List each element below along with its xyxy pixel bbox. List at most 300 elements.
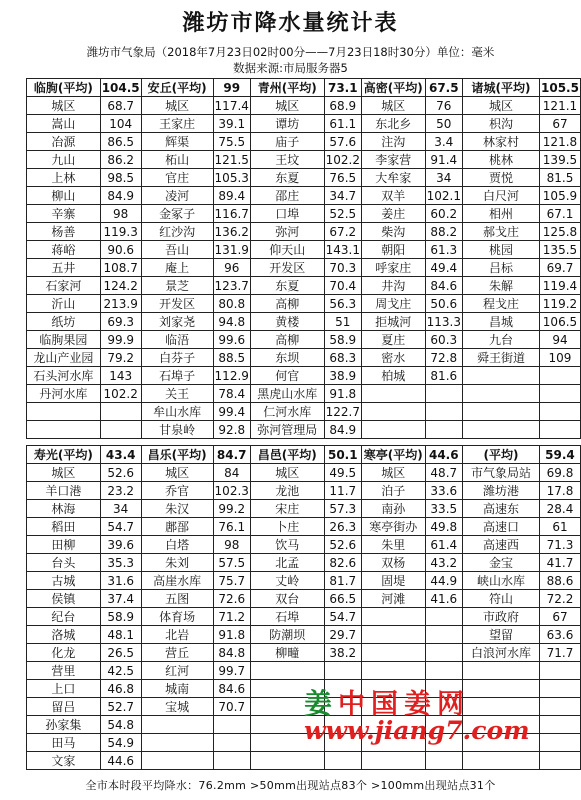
station-name — [250, 680, 324, 698]
station-name — [141, 716, 213, 734]
station-name: 柴沟 — [361, 223, 425, 241]
rainfall-value: 61.4 — [425, 536, 462, 554]
rainfall-value: 121.1 — [539, 97, 580, 115]
rainfall-value: 43.2 — [425, 554, 462, 572]
rainfall-value: 125.8 — [539, 223, 580, 241]
rainfall-value: 49.5 — [324, 464, 361, 482]
station-name: 甘泉岭 — [141, 421, 213, 439]
table-row — [27, 295, 581, 313]
station-name: 田马 — [27, 734, 101, 752]
station-name: 相州 — [462, 205, 539, 223]
rainfall-value: 76.1 — [213, 518, 250, 536]
rainfall-value: 52.6 — [324, 536, 361, 554]
rainfall-value: 78.4 — [213, 385, 250, 403]
rainfall-value: 39.6 — [100, 536, 141, 554]
rainfall-value: 106.5 — [539, 313, 580, 331]
table-row — [27, 734, 581, 752]
station-name: 孙家集 — [27, 716, 101, 734]
rainfall-value: 116.7 — [214, 206, 249, 221]
district-average-label: 昌乐(平均) — [141, 446, 213, 464]
rainfall-value: 69.3 — [100, 313, 141, 331]
rainfall-value: 46.8 — [100, 680, 141, 698]
rainfall-value — [425, 716, 462, 734]
station-name — [141, 734, 213, 752]
district-average-value: 105.5 — [541, 80, 579, 95]
station-name: 东坝 — [250, 349, 324, 367]
rainfall-value: 34.7 — [324, 187, 361, 205]
rainfall-value: 102.2 — [325, 152, 360, 167]
rainfall-table — [26, 78, 581, 770]
rainfall-value: 108.7 — [100, 259, 141, 277]
section-gap — [27, 439, 581, 446]
rainfall-value: 26.5 — [100, 644, 141, 662]
rainfall-value — [539, 403, 580, 421]
rainfall-value: 75.5 — [213, 133, 250, 151]
rainfall-value: 90.6 — [100, 241, 141, 259]
table-row — [27, 277, 581, 295]
district-average-value: 59.4 — [539, 446, 580, 464]
table-row — [27, 169, 581, 187]
station-name: 白芬子 — [141, 349, 213, 367]
rainfall-value: 99.4 — [213, 403, 250, 421]
station-name: 纪台 — [27, 608, 101, 626]
station-name: 吕标 — [462, 259, 539, 277]
station-name: 南孙 — [361, 500, 425, 518]
station-name: 郝戈庄 — [462, 223, 539, 241]
station-name: 谭坊 — [250, 115, 324, 133]
rainfall-value: 67 — [539, 608, 580, 626]
rainfall-value: 41.6 — [425, 590, 462, 608]
station-name: 台头 — [27, 554, 101, 572]
table-row — [27, 421, 581, 439]
station-name: 桃园 — [462, 241, 539, 259]
station-name: 柳疃 — [250, 644, 324, 662]
rainfall-value: 57.5 — [213, 554, 250, 572]
station-name: 河滩 — [361, 590, 425, 608]
rainfall-value: 17.8 — [539, 482, 580, 500]
station-name: 城区 — [462, 97, 539, 115]
ginger-logo-icon: 姜 — [304, 687, 333, 720]
rainfall-value — [539, 385, 580, 403]
rainfall-value: 33.6 — [425, 482, 462, 500]
table-row — [27, 554, 581, 572]
station-name — [361, 680, 425, 698]
station-name: 牟山水库 — [141, 403, 213, 421]
station-name: 弥河管理局 — [250, 421, 324, 439]
station-name: 白浪河水库 — [462, 644, 539, 662]
rainfall-value — [213, 734, 250, 752]
station-name: 纸坊 — [27, 313, 101, 331]
station-name: 冶源 — [27, 133, 101, 151]
rainfall-value: 79.2 — [100, 349, 141, 367]
table-row — [27, 349, 581, 367]
station-name: 金宝 — [462, 554, 539, 572]
station-name — [361, 734, 425, 752]
rainfall-value: 119.3 — [100, 223, 141, 241]
station-name: 石埠子 — [141, 367, 213, 385]
table-row — [27, 716, 581, 734]
rainfall-value: 66.5 — [324, 590, 361, 608]
station-name: 双羊 — [361, 187, 425, 205]
station-name: 鄌郚 — [141, 518, 213, 536]
rainfall-value: 54.8 — [100, 716, 141, 734]
station-name: 双杨 — [361, 554, 425, 572]
station-name — [250, 716, 324, 734]
station-name — [361, 716, 425, 734]
rainfall-value: 42.5 — [100, 662, 141, 680]
district-average-value: 44.6 — [425, 446, 462, 464]
station-name: 稻田 — [27, 518, 101, 536]
district-average-value: 104.5 — [101, 80, 140, 95]
station-name — [361, 385, 425, 403]
station-name: 高速西 — [462, 536, 539, 554]
station-name: 东北乡 — [361, 115, 425, 133]
station-name — [462, 734, 539, 752]
station-name: 官庄 — [141, 169, 213, 187]
district-average-value: 73.1 — [324, 79, 361, 97]
rainfall-value: 96 — [213, 259, 250, 277]
rainfall-value — [324, 662, 361, 680]
rainfall-value: 117.4 — [214, 98, 249, 113]
station-name: 寒亭街办 — [361, 518, 425, 536]
station-name: 金冢子 — [141, 205, 213, 223]
rainfall-value: 50.6 — [425, 295, 462, 313]
rainfall-value: 121.5 — [214, 152, 249, 167]
rainfall-value: 54.9 — [100, 734, 141, 752]
table-row — [27, 151, 581, 169]
station-name — [361, 403, 425, 421]
station-name — [250, 734, 324, 752]
station-name: 望留 — [462, 626, 539, 644]
rainfall-value: 37.4 — [100, 590, 141, 608]
rainfall-value: 33.5 — [425, 500, 462, 518]
district-average-label: 青州(平均) — [250, 79, 324, 97]
rainfall-value: 113.3 — [426, 314, 461, 329]
station-name: 姜庄 — [361, 205, 425, 223]
rainfall-value: 69.7 — [539, 259, 580, 277]
rainfall-value: 60.2 — [425, 205, 462, 223]
rainfall-value: 52.6 — [100, 464, 141, 482]
district-average-label: 寒亭(平均) — [361, 446, 425, 464]
station-name — [462, 680, 539, 698]
rainfall-value: 61 — [539, 518, 580, 536]
station-name: 景芝 — [141, 277, 213, 295]
district-average-label: 安丘(平均) — [141, 79, 213, 97]
rainfall-value: 52.5 — [324, 205, 361, 223]
station-name: 林家村 — [462, 133, 539, 151]
rainfall-value: 35.3 — [100, 554, 141, 572]
station-name — [27, 421, 101, 439]
station-name: 龙山产业园 — [27, 349, 101, 367]
rainfall-value: 81.6 — [425, 367, 462, 385]
rainfall-value: 102.2 — [100, 385, 141, 403]
rainfall-value — [539, 367, 580, 385]
rainfall-value: 92.8 — [213, 421, 250, 439]
station-name: 关王 — [141, 385, 213, 403]
rainfall-value: 119.4 — [539, 277, 580, 295]
rainfall-value: 61.1 — [324, 115, 361, 133]
station-name: 侯镇 — [27, 590, 101, 608]
table-row — [27, 608, 581, 626]
rainfall-value: 98 — [100, 205, 141, 223]
station-name: 杨善 — [27, 223, 101, 241]
table-row — [27, 752, 581, 770]
rainfall-value — [539, 734, 580, 752]
rainfall-value: 67 — [539, 115, 580, 133]
rainfall-value: 105.9 — [539, 187, 580, 205]
rainfall-value: 98 — [213, 536, 250, 554]
rainfall-value: 213.9 — [100, 295, 141, 313]
rainfall-value: 89.4 — [213, 187, 250, 205]
station-name: 朱汉 — [141, 500, 213, 518]
station-name: 李家营 — [361, 151, 425, 169]
station-name: 庵上 — [141, 259, 213, 277]
rainfall-value: 86.2 — [100, 151, 141, 169]
table-row — [27, 241, 581, 259]
station-name: 临浯 — [141, 331, 213, 349]
rainfall-value — [425, 698, 462, 716]
station-name: 仰天山 — [250, 241, 324, 259]
station-name — [462, 752, 539, 770]
rainfall-value: 70.4 — [324, 277, 361, 295]
station-name: 辛寨 — [27, 205, 101, 223]
rainfall-value: 76.5 — [324, 169, 361, 187]
rainfall-value: 34 — [100, 500, 141, 518]
station-name: 古城 — [27, 572, 101, 590]
station-name: 高速口 — [462, 518, 539, 536]
rainfall-value: 44.9 — [425, 572, 462, 590]
station-name: 宝城 — [141, 698, 213, 716]
rainfall-value: 81.7 — [324, 572, 361, 590]
station-name: 朱解 — [462, 277, 539, 295]
table-row — [27, 500, 581, 518]
station-name — [462, 698, 539, 716]
rainfall-value — [539, 698, 580, 716]
rainfall-value: 102.1 — [426, 188, 461, 203]
rainfall-value: 112.9 — [214, 368, 249, 383]
station-name: 沂山 — [27, 295, 101, 313]
rainfall-value: 31.6 — [100, 572, 141, 590]
station-name: 东夏 — [250, 169, 324, 187]
table-row — [27, 313, 581, 331]
station-name: 柳山 — [27, 187, 101, 205]
rainfall-value — [425, 644, 462, 662]
rainfall-value — [324, 734, 361, 752]
district-average-value: 67.5 — [425, 79, 462, 97]
report-subtitle: 潍坊市气象局（2018年7月23日02时00分——7月23日18时30分）单位：毫米 — [86, 45, 495, 59]
station-name: 九山 — [27, 151, 101, 169]
rainfall-value: 39.1 — [213, 115, 250, 133]
station-name: 呼家庄 — [361, 259, 425, 277]
rainfall-value: 131.9 — [214, 242, 249, 257]
station-name: 辉渠 — [141, 133, 213, 151]
rainfall-value: 68.3 — [324, 349, 361, 367]
rainfall-value: 54.7 — [100, 518, 141, 536]
rainfall-value: 88.6 — [539, 572, 580, 590]
rainfall-value: 68.7 — [100, 97, 141, 115]
station-name: 拒城河 — [361, 313, 425, 331]
station-name: 黄楼 — [250, 313, 324, 331]
station-name — [361, 644, 425, 662]
station-name: 营丘 — [141, 644, 213, 662]
station-name: 蒋峪 — [27, 241, 101, 259]
rainfall-value — [324, 752, 361, 770]
table-row — [27, 536, 581, 554]
station-name — [27, 403, 101, 421]
station-name: 龙池 — [250, 482, 324, 500]
station-name: 林海 — [27, 500, 101, 518]
station-name: 城区 — [27, 97, 101, 115]
table-row — [27, 572, 581, 590]
station-name: 桃林 — [462, 151, 539, 169]
station-name: 城区 — [141, 464, 213, 482]
rainfall-value: 58.9 — [324, 331, 361, 349]
table-row — [27, 662, 581, 680]
rainfall-value: 69.8 — [539, 464, 580, 482]
station-name: 石家河 — [27, 277, 101, 295]
rainfall-value — [425, 608, 462, 626]
rainfall-value: 76 — [425, 97, 462, 115]
rainfall-value — [425, 662, 462, 680]
rainfall-value — [425, 421, 462, 439]
station-name: 上林 — [27, 169, 101, 187]
station-name: 城区 — [250, 464, 324, 482]
rainfall-value: 124.2 — [100, 277, 141, 295]
rainfall-value: 26.3 — [324, 518, 361, 536]
rainfall-value: 52.7 — [100, 698, 141, 716]
rainfall-value: 49.4 — [425, 259, 462, 277]
rainfall-value: 84.6 — [425, 277, 462, 295]
station-name: 卜庄 — [250, 518, 324, 536]
station-name: 丈岭 — [250, 572, 324, 590]
page-title: 潍坊市降水量统计表 — [182, 11, 399, 36]
station-name: 周戈庄 — [361, 295, 425, 313]
district-header-row — [27, 79, 581, 97]
station-name: 开发区 — [250, 259, 324, 277]
station-name: 高速东 — [462, 500, 539, 518]
station-name — [361, 752, 425, 770]
rainfall-value: 68.9 — [324, 97, 361, 115]
rainfall-value: 143 — [100, 367, 141, 385]
rainfall-value: 91.8 — [213, 626, 250, 644]
rainfall-value: 109 — [539, 349, 580, 367]
station-name: 王家庄 — [141, 115, 213, 133]
station-name: 贾悦 — [462, 169, 539, 187]
rainfall-value: 135.5 — [539, 241, 580, 259]
station-name: 市气象局站 — [462, 464, 539, 482]
rainfall-value: 121.8 — [539, 133, 580, 151]
rainfall-value — [425, 626, 462, 644]
station-name — [462, 421, 539, 439]
station-name: 城区 — [250, 97, 324, 115]
station-name: 双台 — [250, 590, 324, 608]
table-row — [27, 223, 581, 241]
station-name: 高柳 — [250, 295, 324, 313]
station-name: 柏城 — [361, 367, 425, 385]
table-row — [27, 205, 581, 223]
rainfall-value: 70.7 — [213, 698, 250, 716]
station-name: 白尺河 — [462, 187, 539, 205]
station-name: 吾山 — [141, 241, 213, 259]
rainfall-value — [539, 752, 580, 770]
table-row — [27, 115, 581, 133]
district-average-label: 临朐(平均) — [27, 79, 101, 97]
station-name — [361, 662, 425, 680]
station-name: 城区 — [27, 464, 101, 482]
station-name — [250, 662, 324, 680]
rainfall-value: 71.2 — [213, 608, 250, 626]
station-name: 文家 — [27, 752, 101, 770]
station-name — [462, 662, 539, 680]
rainfall-value: 51 — [324, 313, 361, 331]
station-name — [361, 626, 425, 644]
table-row — [27, 680, 581, 698]
station-name: 口埠 — [250, 205, 324, 223]
rainfall-value: 44.6 — [100, 752, 141, 770]
station-name: 城南 — [141, 680, 213, 698]
rainfall-value: 119.2 — [539, 295, 580, 313]
rainfall-value: 34 — [425, 169, 462, 187]
station-name: 石埠 — [250, 608, 324, 626]
section-gap-cell — [27, 439, 581, 446]
station-name — [361, 421, 425, 439]
rainfall-value: 105.3 — [214, 170, 249, 185]
station-name: 城区 — [141, 97, 213, 115]
station-name: 何官 — [250, 367, 324, 385]
rainfall-value: 72.8 — [425, 349, 462, 367]
rainfall-value: 75.7 — [213, 572, 250, 590]
district-average-value: 50.1 — [324, 446, 361, 464]
rainfall-value: 99.9 — [100, 331, 141, 349]
rainfall-value: 23.2 — [100, 482, 141, 500]
rainfall-value: 38.2 — [324, 644, 361, 662]
rainfall-value: 28.4 — [539, 500, 580, 518]
rainfall-value: 50 — [425, 115, 462, 133]
rainfall-value — [324, 716, 361, 734]
rainfall-value — [425, 403, 462, 421]
station-name: 朱里 — [361, 536, 425, 554]
station-name: 石头河水库 — [27, 367, 101, 385]
rainfall-value — [425, 734, 462, 752]
rainfall-value: 82.6 — [324, 554, 361, 572]
table-row — [27, 385, 581, 403]
station-name: 凌河 — [141, 187, 213, 205]
station-name — [462, 367, 539, 385]
rainfall-value: 71.3 — [539, 536, 580, 554]
station-name: 昌城 — [462, 313, 539, 331]
table-row — [27, 698, 581, 716]
station-name: 白塔 — [141, 536, 213, 554]
rainfall-value: 94.8 — [213, 313, 250, 331]
district-average-value: 84.7 — [213, 446, 250, 464]
rainfall-value: 61.3 — [425, 241, 462, 259]
station-name: 井沟 — [361, 277, 425, 295]
rainfall-value: 102.3 — [214, 483, 249, 498]
station-name: 开发区 — [141, 295, 213, 313]
rainfall-value: 84 — [213, 464, 250, 482]
table-row — [27, 590, 581, 608]
rainfall-value: 136.2 — [214, 224, 249, 239]
district-average-value: 43.4 — [100, 446, 141, 464]
rainfall-value: 91.4 — [425, 151, 462, 169]
rainfall-value — [213, 716, 250, 734]
rainfall-value: 88.5 — [213, 349, 250, 367]
rainfall-value: 57.6 — [324, 133, 361, 151]
district-average-label: 高密(平均) — [361, 79, 425, 97]
table-row — [27, 331, 581, 349]
rainfall-value: 86.5 — [100, 133, 141, 151]
station-name — [141, 752, 213, 770]
